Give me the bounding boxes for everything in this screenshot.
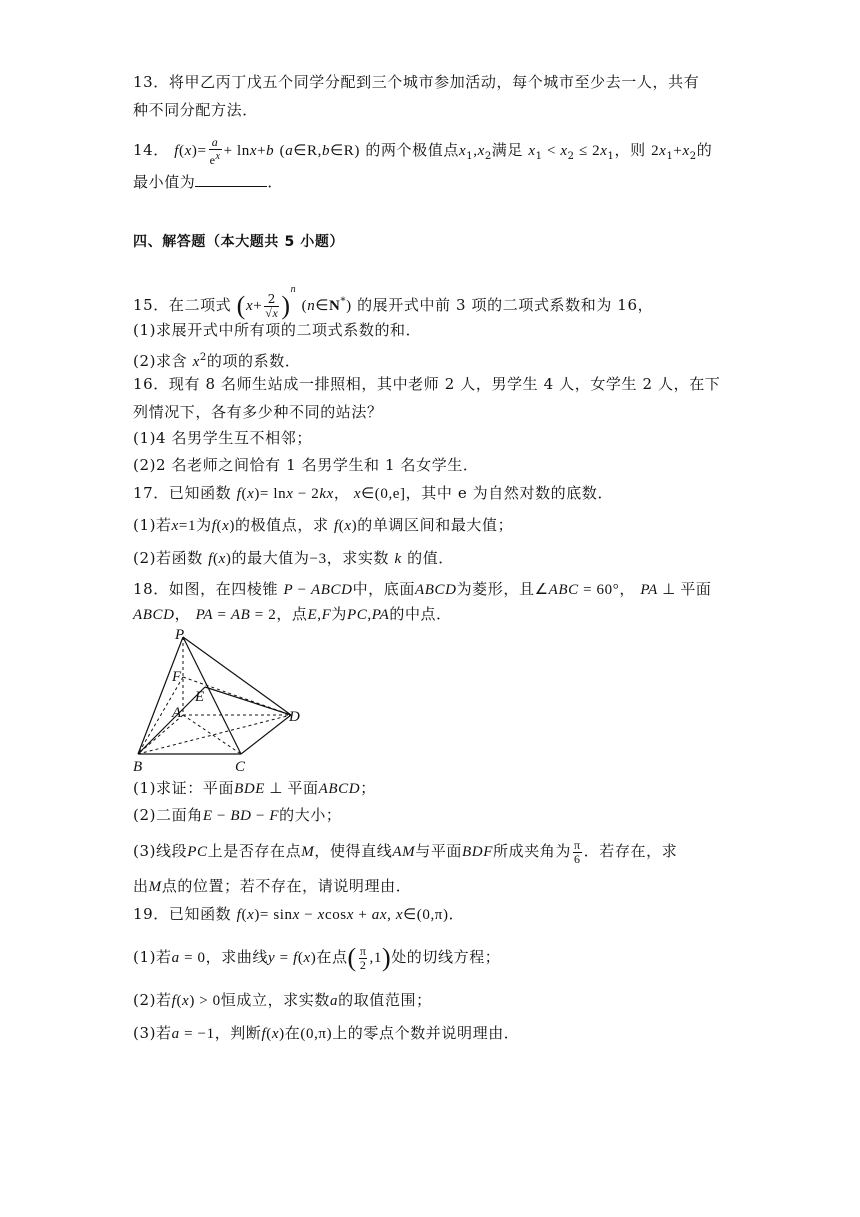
- q15-part1: (1)求展开式中所有项的二项式系数的和．: [133, 321, 422, 339]
- q19-part3: (3)若a = −1，判断f(x)在(0,π)上的零点个数并说明理由．: [133, 1024, 520, 1042]
- label-A: A: [172, 705, 182, 721]
- diagonal-BD: [138, 715, 291, 754]
- answer-blank: [195, 172, 267, 187]
- q14-line1: 14． f(x)= $\frac{a}{e^x}$ + lnx+b (a∈R,b∈R) 的两个极值点$x_1,x_2$满足 $x_1 < x_2 \le 2x_1$，则 $2x_1+x_2$的: [133, 134, 713, 167]
- edge-CD: [241, 715, 291, 754]
- q19-part2: (2)若f(x) > 0恒成立，求实数a的取值范围；: [133, 991, 432, 1009]
- q18-part3-line2: 出M点的位置；若不存在，请说明理由．: [133, 877, 412, 895]
- edge-PB: [138, 637, 183, 754]
- q18-part2: (2)二面角E − BD − F的大小；: [133, 806, 342, 824]
- label-P: P: [175, 627, 185, 643]
- q17-part1: (1)若x=1为f(x)的极值点，求 f(x)的单调区间和最大值；: [133, 516, 514, 534]
- q18-part3-line1: (3)线段PC上是否存在点M，使得直线AM与平面BDF所成夹角为 $\frac{\pi}{6}$ ．若存在，求: [133, 837, 678, 866]
- diagonal-AC: [183, 715, 241, 754]
- label-D: D: [289, 709, 300, 725]
- q18-line1: 18．如图，在四棱锥 P − ABCD中，底面ABCD为菱形，且∠ABC = 60°， PA ⊥ 平面: [133, 580, 712, 598]
- q15-binomial: (x+ $\frac{2}{√x}$ )$^n$ (n∈N*): [236, 284, 352, 320]
- q18-part1: (1)求证：平面BDE ⊥ 平面ABCD；: [133, 779, 376, 797]
- q13-line2: 种不同分配方法．: [133, 101, 258, 119]
- label-B: B: [133, 759, 143, 775]
- label-C: C: [235, 759, 246, 775]
- q14-line2: 最小值为 ．: [133, 173, 284, 191]
- q19-line1: 19．已知函数 f(x)= sinx − xcosx + ax, x∈(0,π)．: [133, 905, 465, 923]
- q16-line1: 16．现有 8 名师生站成一排照相，其中老师 2 人，男学生 4 人，女学生 2 人，在下: [133, 375, 721, 393]
- q16-line2: 列情况下，各有多少种不同的站法？: [133, 403, 383, 421]
- q15-part2: (2)求含 $x^2$的项的系数．: [133, 352, 301, 370]
- label-F: F: [172, 669, 182, 685]
- q15-line1: 15．在二项式 (x+ $\frac{2}{√x}$ )$^n$ (n∈N*) 的展开式中前 3 项的二项式系数和为 16，: [133, 284, 654, 320]
- q18-line2: ABCD， PA = AB = 2，点E,F为PC,PA的中点．: [133, 605, 452, 623]
- q13-line1: 13．将甲乙丙丁戊五个同学分配到三个城市参加活动，每个城市至少去一人，共有: [133, 73, 700, 91]
- pyramid-figure: [133, 627, 308, 775]
- edge-ED: [205, 687, 291, 715]
- label-E: E: [195, 689, 205, 705]
- q17-line1: 17．已知函数 f(x)= lnx − 2kx， x∈(0,e]，其中 e 为自然对数的底数．: [133, 484, 614, 502]
- q17-part2: (2)若函数 f(x)的最大值为−3，求实数 k 的值．: [133, 549, 454, 567]
- q19-part1: (1)若a = 0，求曲线y = f(x)在点( $\frac{\pi}{2}$ ,1)处的切线方程；: [133, 943, 501, 972]
- section-title: 四、解答题（本大题共 5 小题）: [133, 234, 345, 250]
- q16-part1: (1)4 名男学生互不相邻；: [133, 429, 312, 447]
- q14-function: f(x)= $\frac{a}{e^x}$ + lnx+b (a∈R,b∈R): [174, 134, 360, 167]
- q16-part2: (2)2 名老师之间恰有 1 名男学生和 1 名女学生．: [133, 456, 479, 474]
